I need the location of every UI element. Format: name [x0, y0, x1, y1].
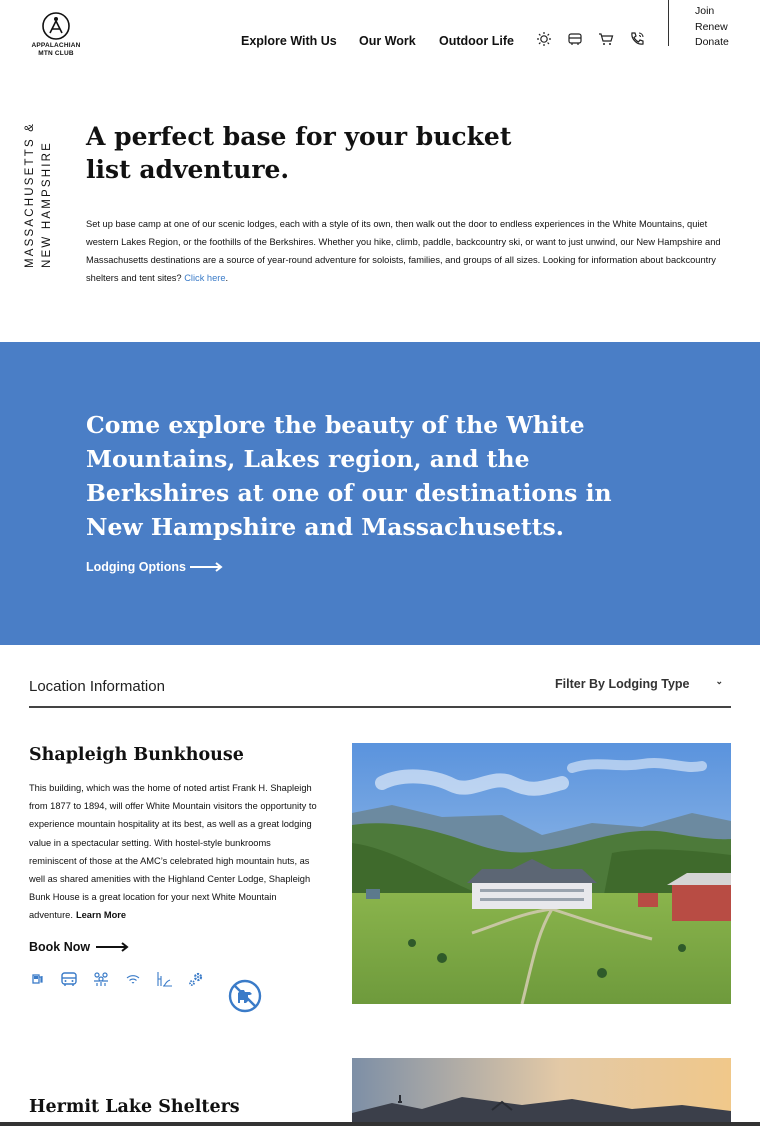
- location-info-heading: Location Information: [29, 678, 165, 695]
- site-header: [0, 0, 760, 72]
- utility-links: [695, 4, 729, 51]
- shelters-click-here-link[interactable]: Click here: [184, 273, 226, 283]
- logo-text-line1: APPALACHIAN: [31, 42, 81, 49]
- arrow-right-icon: [190, 562, 224, 572]
- header-divider: [668, 0, 669, 46]
- wifi-icon: [124, 970, 142, 988]
- group-icon: [92, 970, 110, 988]
- trail-access-icon: [155, 970, 173, 988]
- book-now-button[interactable]: [29, 940, 130, 954]
- join-link[interactable]: Join: [695, 5, 715, 17]
- card-title-hermit-lake[interactable]: Hermit Lake Shelters: [29, 1097, 240, 1117]
- arrow-right-icon: [96, 942, 130, 952]
- book-now-label: Book Now: [29, 940, 91, 954]
- bottom-bar: [0, 1122, 760, 1126]
- banner-title: Come explore the beauty of the White Mountains, Lakes region, and the Berkshires at one of our destinations in New Hampshire and Massachusetts.: [86, 411, 612, 541]
- settings-icon: [187, 970, 205, 988]
- lodging-options-link[interactable]: [86, 560, 224, 574]
- hermit-lake-shelters-photo: [352, 1058, 731, 1126]
- amc-logo[interactable]: [28, 11, 84, 59]
- intro-body: Set up base camp at one of our scenic lodges, each with a style of its own, then walk out the door to endless experiences in the White Mountains, quiet western Lakes Region, or the foothills of the Berkshires. Whether you hike, climb, paddle, backcountry ski, or want to just unwind, our New Hampshire and Massachusetts destinations are a source of year-round adventure for soloists, families, and groups of all sizes. Looking for information about backcountry shelters and tent sites?: [86, 219, 721, 283]
- card-description-text: This building, which was the home of noted artist Frank H. Shapleigh from 1877 to 1894, will offer White Mountain visitors the opportunity to experience mountain hospitality at its best, as well as a great lodging value in a spectacular setting. With hostel-style bunkrooms reminiscent of those at the AMC’s celebrated high mountain huts, as well as shared amenities with the Highland Center Lodge, Shapleigh Bunk House is a great location for your next White Mountain adventure.: [29, 783, 317, 921]
- region-vertical-label: [22, 108, 56, 268]
- explore-banner: [0, 342, 760, 645]
- lodging-options-label: Lodging Options: [86, 560, 186, 574]
- nav-our-work[interactable]: Our Work: [359, 34, 416, 48]
- region-label-line1: MASSACHUSETTS &: [24, 121, 36, 268]
- no-pets-icon: [228, 979, 262, 1013]
- shuttle-bus-icon: [60, 970, 78, 988]
- card-description: [29, 779, 319, 925]
- donate-link[interactable]: Donate: [695, 36, 729, 48]
- filter-label: Filter By Lodging Type: [555, 677, 690, 691]
- fuel-icon: [29, 970, 47, 988]
- intro-link-suffix: .: [225, 273, 229, 283]
- logo-mark-icon: [41, 11, 71, 41]
- region-label-line2: NEW HAMPSHIRE: [41, 141, 53, 268]
- header-icon-bar: [536, 31, 648, 49]
- section-divider: [29, 706, 731, 708]
- chevron-down-icon: ⌄: [715, 676, 723, 686]
- intro-title: A perfect base for your bucket list adventure.: [86, 122, 512, 184]
- card-title-shapleigh[interactable]: Shapleigh Bunkhouse: [29, 745, 244, 765]
- lodging-type-filter[interactable]: [555, 677, 731, 691]
- shapleigh-bunkhouse-photo: [352, 743, 731, 1004]
- nav-explore-with-us[interactable]: Explore With Us: [241, 34, 337, 48]
- learn-more-link[interactable]: Learn More: [75, 910, 127, 921]
- renew-link[interactable]: Renew: [695, 20, 728, 33]
- lodge-icon[interactable]: [567, 31, 583, 47]
- phone-icon[interactable]: [629, 31, 645, 47]
- cart-icon[interactable]: [598, 31, 614, 47]
- intro-text: [86, 215, 726, 287]
- weather-icon[interactable]: [536, 31, 552, 47]
- nav-outdoor-life[interactable]: Outdoor Life: [439, 34, 514, 48]
- amenity-icons: [29, 970, 269, 1018]
- logo-text-line2: MTN CLUB: [38, 50, 74, 57]
